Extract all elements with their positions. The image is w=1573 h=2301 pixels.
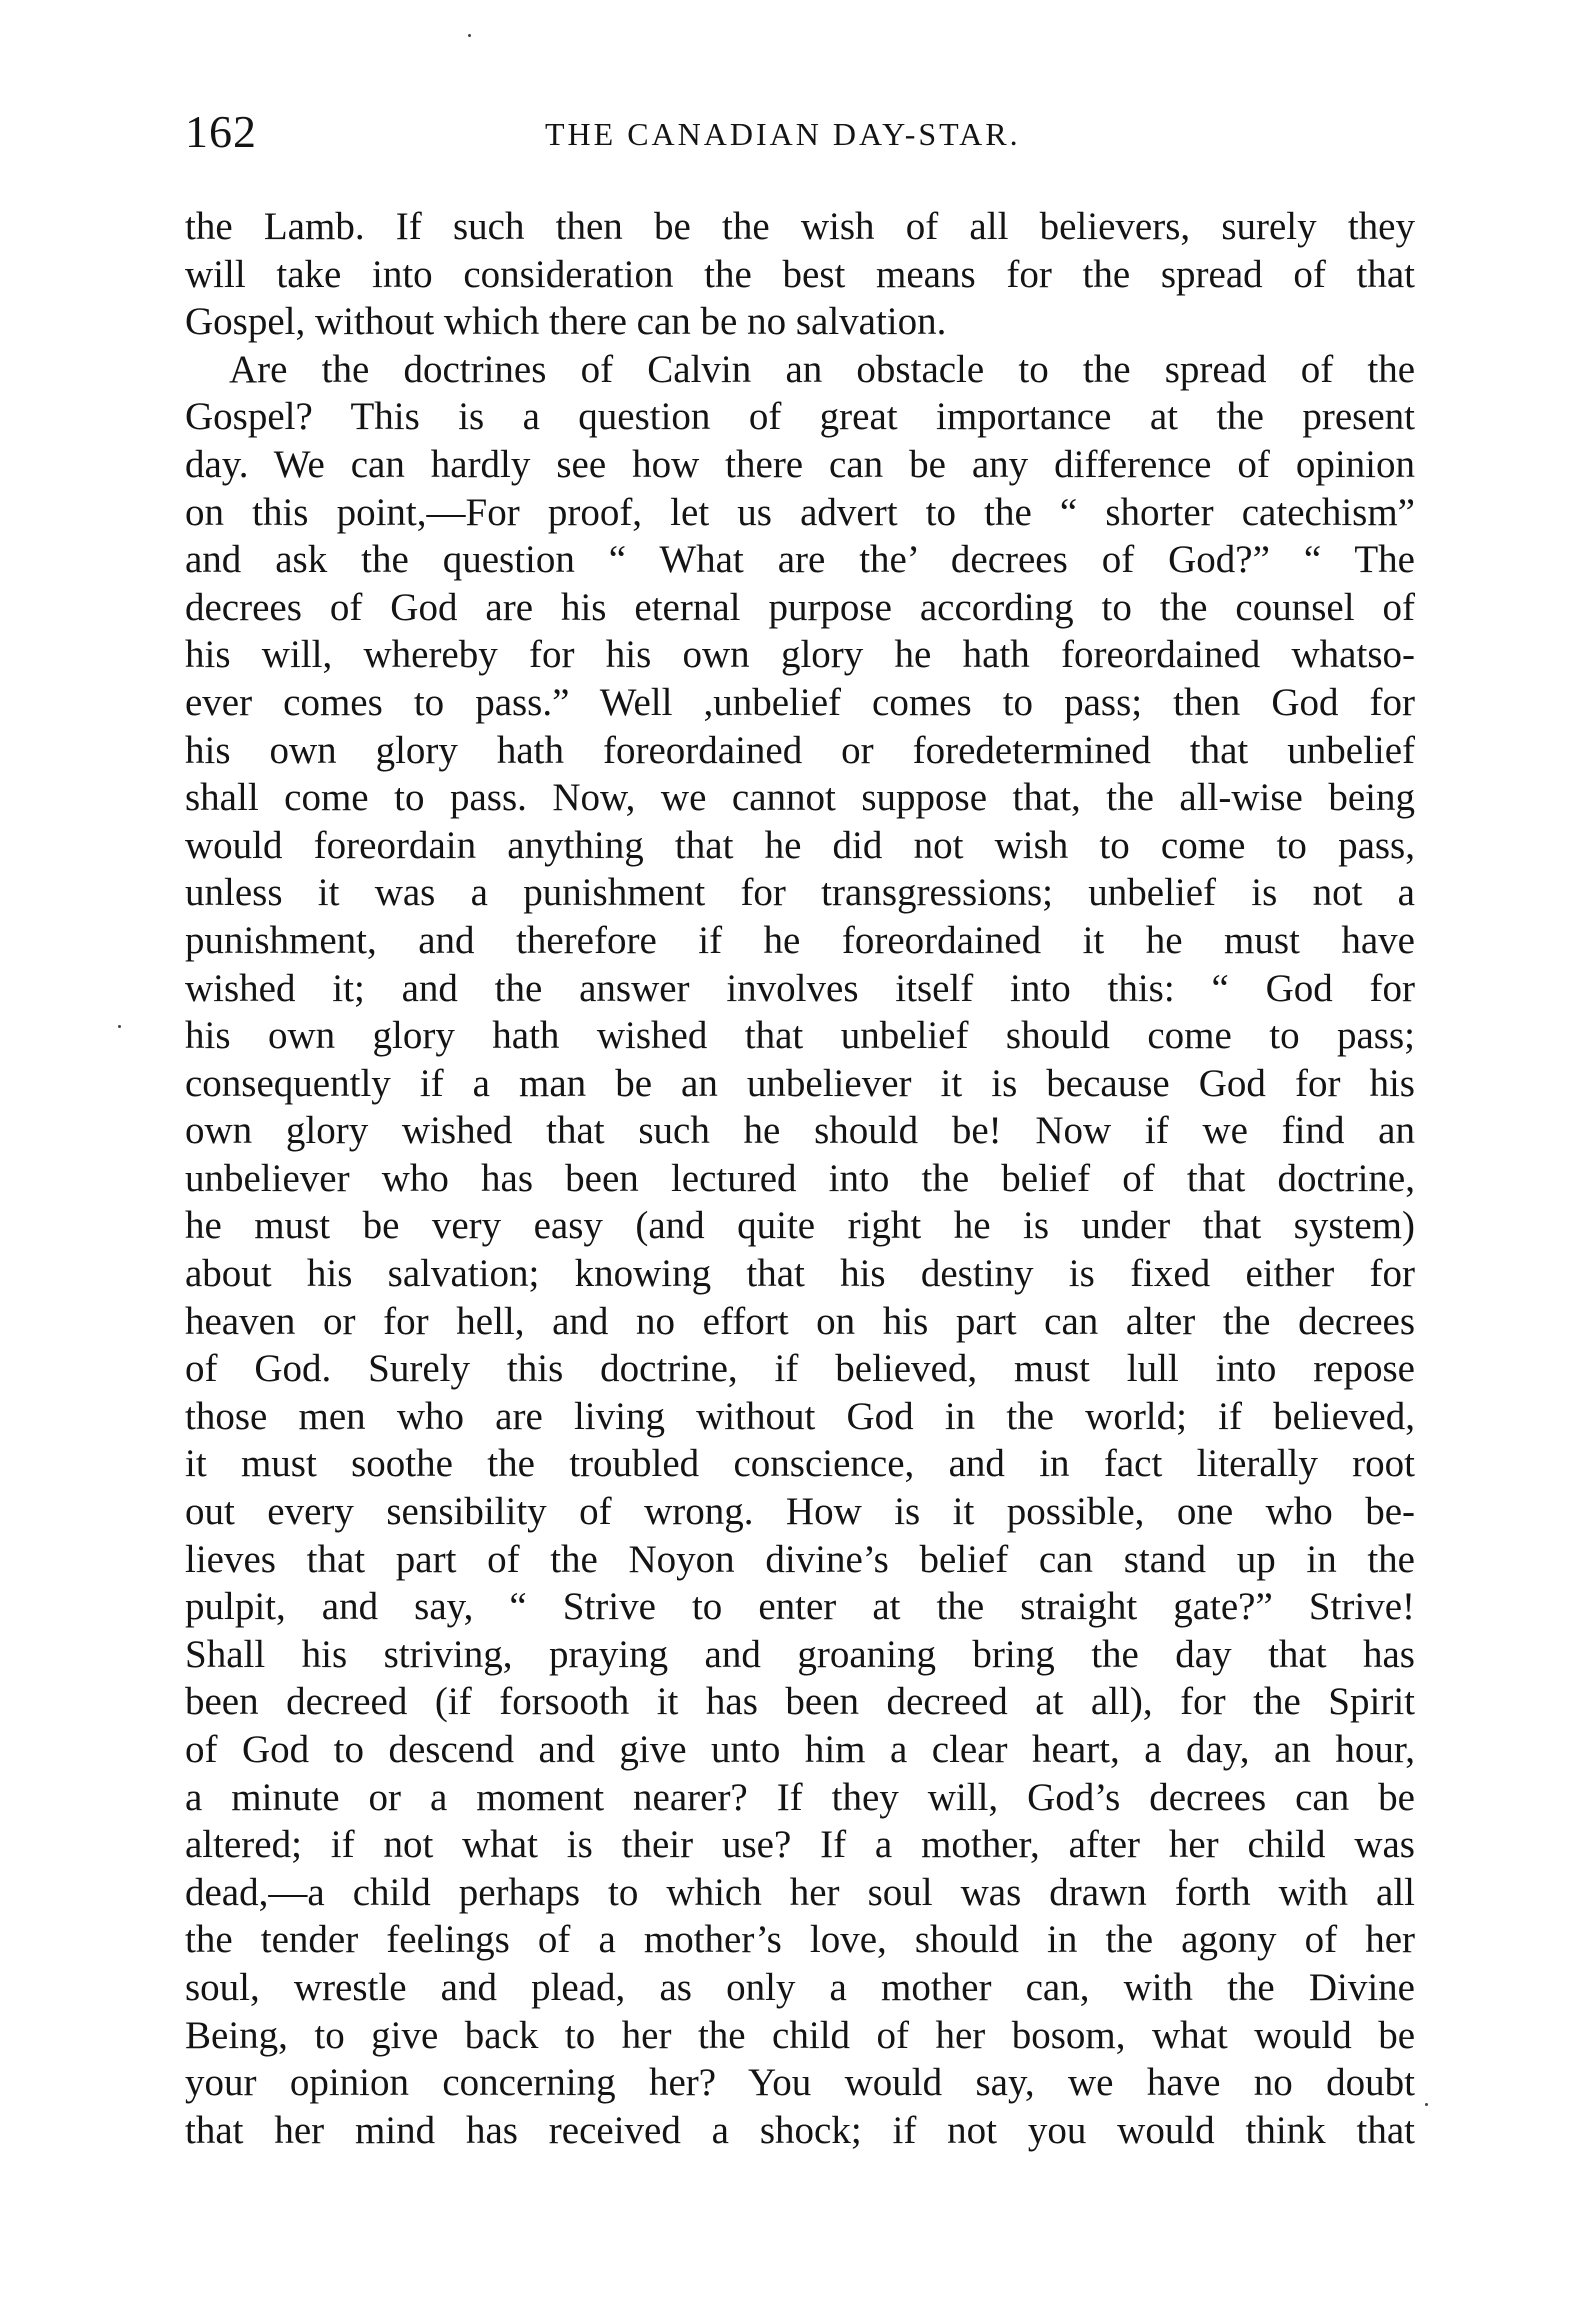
text-line: would foreordain anything that he did not wish to come to pass, bbox=[185, 823, 1415, 867]
print-speck bbox=[468, 34, 471, 37]
text-line: your opinion concerning her? You would say, we have no doubt bbox=[185, 2061, 1415, 2105]
text-line: wished it; and the answer involves itself into this: “ God for bbox=[185, 966, 1415, 1010]
paragraph-start-line: Are the doctrines of Calvin an obstacle to the spread of the bbox=[229, 347, 1415, 391]
text-line: lieves that part of the Noyon divine’s belief can stand up in the bbox=[185, 1537, 1415, 1581]
text-line: his will, whereby for his own glory he hath foreordained whatso- bbox=[185, 633, 1415, 677]
text-line: of God. Surely this doctrine, if believed, must lull into repose bbox=[185, 1347, 1415, 1391]
text-line: it must soothe the troubled conscience, and in fact literally root bbox=[185, 1442, 1415, 1486]
print-speck bbox=[1425, 2103, 1428, 2106]
text-line: altered; if not what is their use? If a mother, after her child was bbox=[185, 1823, 1415, 1867]
text-line: out every sensibility of wrong. How is it possible, one who be- bbox=[185, 1490, 1415, 1534]
text-line: Being, to give back to her the child of her bosom, what would be bbox=[185, 2013, 1415, 2057]
text-line: dead,—a child perhaps to which her soul was drawn forth with all bbox=[185, 1870, 1415, 1914]
text-line: unless it was a punishment for transgressions; unbelief is not a bbox=[185, 871, 1415, 915]
text-line: shall come to pass. Now, we cannot suppose that, the all-wise being bbox=[185, 776, 1415, 820]
text-line: own glory wished that such he should be! Now if we find an bbox=[185, 1109, 1415, 1153]
text-line: pulpit, and say, “ Strive to enter at the straight gate?” Strive! bbox=[185, 1585, 1415, 1629]
page-number: 162 bbox=[185, 106, 257, 157]
article-body bbox=[185, 203, 1415, 2154]
running-head bbox=[185, 102, 1415, 162]
text-line: of God to descend and give unto him a clear heart, a day, an hour, bbox=[185, 1728, 1415, 1771]
text-line: consequently if a man be an unbeliever it is because God for his bbox=[185, 1061, 1415, 1105]
text-line: a minute or a moment nearer? If they will, God’s decrees can be bbox=[185, 1775, 1415, 1819]
text-line: Shall his striving, praying and groaning bring the day that has bbox=[185, 1632, 1415, 1676]
text-line: punishment, and therefore if he foreordained it he must have bbox=[185, 918, 1415, 962]
text-line: will take into consideration the best means for the spread of that bbox=[185, 252, 1415, 296]
text-line: on this point,—For proof, let us advert to the “ shorter catechism” bbox=[185, 490, 1415, 534]
text-line: and ask the question “ What are the’ decrees of God?” “ The bbox=[185, 538, 1415, 582]
text-line: his own glory hath wished that unbelief should come to pass; bbox=[185, 1014, 1415, 1058]
text-line: heaven or for hell, and no effort on his part can alter the decrees bbox=[185, 1299, 1415, 1343]
text-line: ever comes to pass.” Well ,unbelief comes to pass; then God for bbox=[185, 680, 1415, 724]
text-line: Gospel? This is a question of great importance at the present bbox=[185, 395, 1415, 439]
text-line: about his salvation; knowing that his destiny is fixed either for bbox=[185, 1252, 1415, 1296]
text-line: those men who are living without God in the world; if believed, bbox=[185, 1394, 1415, 1438]
text-line: the tender feelings of a mother’s love, should in the agony of her bbox=[185, 1918, 1415, 1962]
text-line: he must be very easy (and quite right he is under that system) bbox=[185, 1204, 1415, 1248]
text-line: unbeliever who has been lectured into the belief of that doctrine, bbox=[185, 1156, 1415, 1200]
text-line: soul, wrestle and plead, as only a mother can, with the Divine bbox=[185, 1965, 1415, 2009]
text-line: been decreed (if forsooth it has been decreed at all), for the Spirit bbox=[185, 1680, 1415, 1724]
print-speck bbox=[118, 1025, 121, 1028]
text-line: the Lamb. If such then be the wish of all believers, surely they bbox=[185, 205, 1415, 248]
text-line: day. We can hardly see how there can be any difference of opinion bbox=[185, 442, 1415, 486]
text-line: Gospel, without which there can be no salvation. bbox=[185, 300, 947, 344]
journal-title: THE CANADIAN DAY-STAR. bbox=[545, 116, 1021, 152]
text-line: decrees of God are his eternal purpose according to the counsel of bbox=[185, 585, 1415, 629]
text-line: his own glory hath foreordained or foredetermined that unbelief bbox=[185, 728, 1415, 772]
text-line: that her mind has received a shock; if not you would think that bbox=[185, 2108, 1415, 2152]
